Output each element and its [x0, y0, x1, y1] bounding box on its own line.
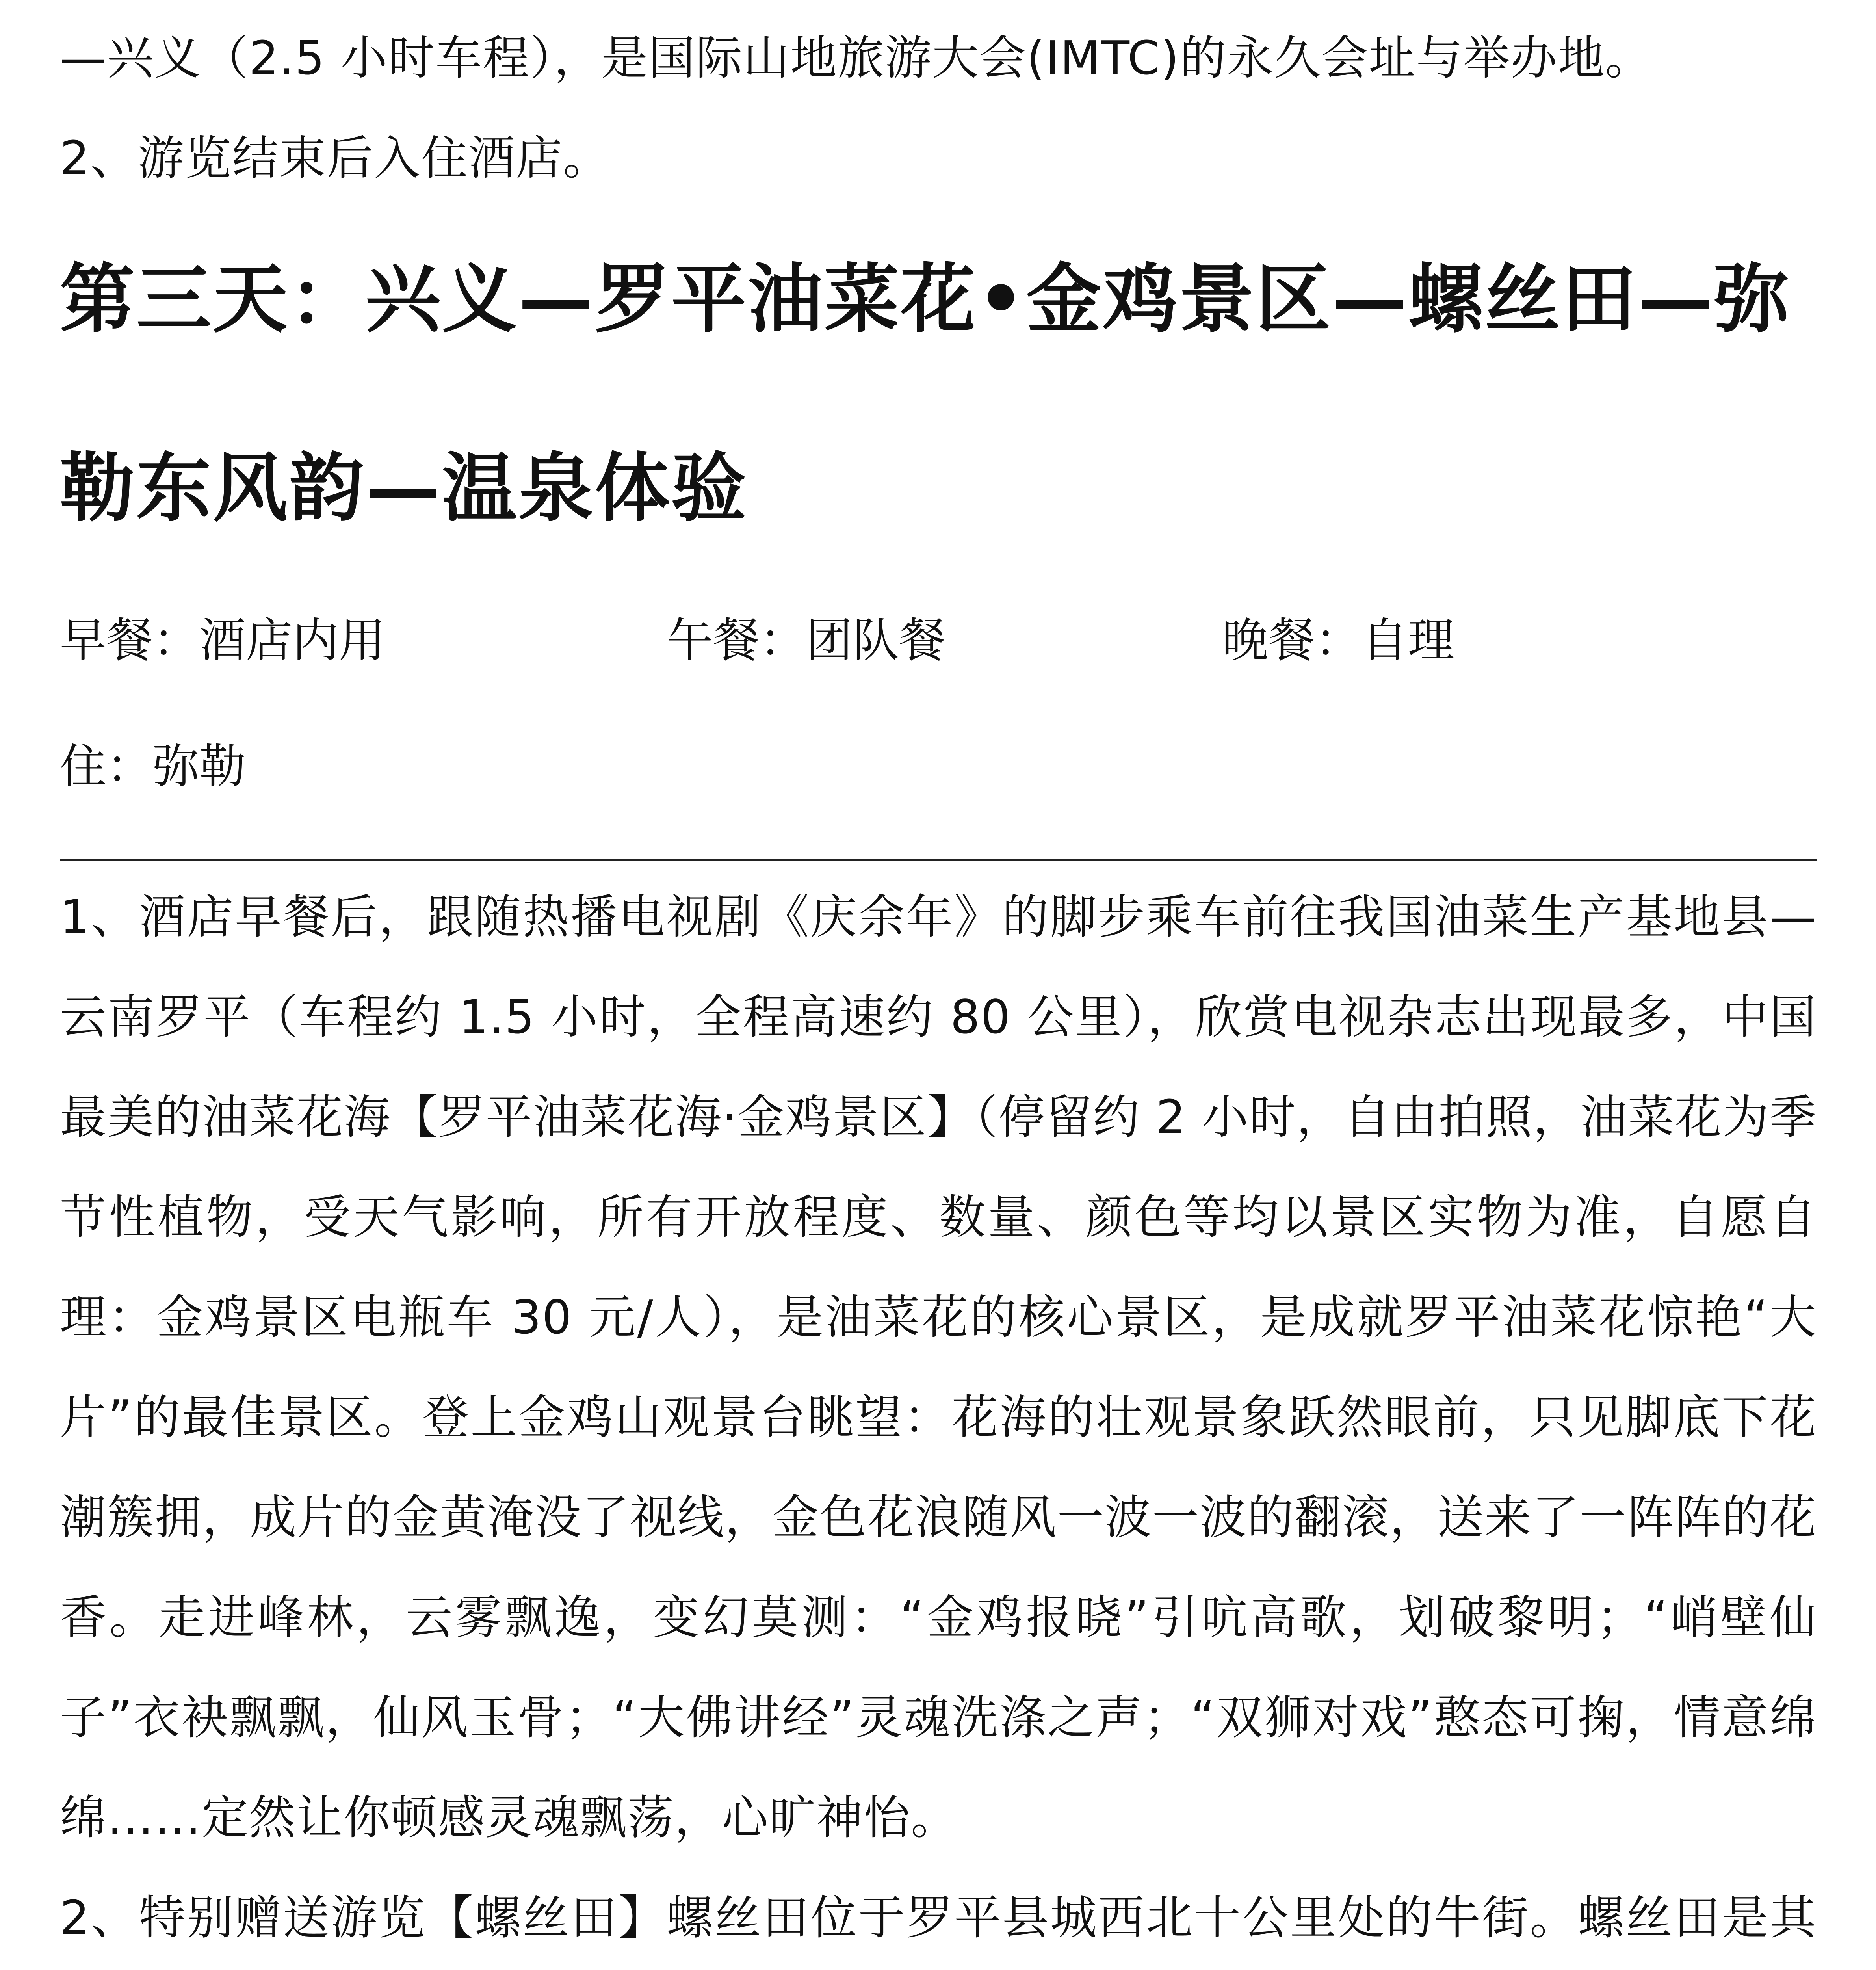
itinerary-body — [60, 867, 1817, 1970]
lunch-info: 午餐：团队餐 — [667, 613, 946, 667]
itinerary-paragraph-2: 2、特别赠送游览【螺丝田】螺丝田位于罗平县城西北十公里处的牛街。螺丝田是其 — [60, 1890, 1817, 1945]
breakfast-info: 早餐：酒店内用 — [60, 613, 386, 667]
day-title: 第三天：兴义—罗平油菜花•金鸡景区—螺丝田—弥勒东风韵—温泉体验 — [60, 256, 1791, 532]
intro-section — [60, 8, 1817, 208]
itinerary-paragraph-1: 1、酒店早餐后，跟随热播电视剧《庆余年》的脚步乘车前往我国油菜生产基地县—云南罗平（车程约 1.5 小时，全程高速约 80 公里），欣赏电视杂志出现最多，中国最美的油菜花海【罗平油菜花海·金鸡景区】（停留约 2 小时，自由拍照，油菜花为季节性植物，受天气影响，所有开放程度、数量、颜色等均以景区实物为准，自愿自理：金鸡景区电瓶车 30 元/人），是油菜花的核心景区，是成就罗平油菜花惊艳“大片”的最佳景区。登上金鸡山观景台眺望：花海的壮观景象跃然眼前，只见脚底下花潮簇拥，成片的金黄淹没了视线，金色花浪随风一波一波的翻滚，送来了一阵阵的花香。走进峰林，云雾飘逸，变幻莫测：“金鸡报晓”引吭高歌，划破黎明；“峭壁仙子”衣袂飘飘，仙风玉骨；“大佛讲经”灵魂洗涤之声；“双狮对戏”憨态可掬，情意绵绵……定然让你顿感灵魂飘荡，心旷神怡。 — [60, 890, 1817, 1845]
accommodation-info: 住：弥勒 — [60, 739, 246, 794]
section-divider — [60, 859, 1817, 861]
dinner-info: 晚餐：自理 — [1222, 613, 1455, 667]
meals-row — [60, 587, 1817, 705]
intro-line-2: 2、游览结束后入住酒店。 — [60, 131, 611, 185]
intro-line-1: —兴义（2.5 小时车程），是国际山地旅游大会(IMTC)的永久会址与举办地。 — [60, 31, 1653, 85]
